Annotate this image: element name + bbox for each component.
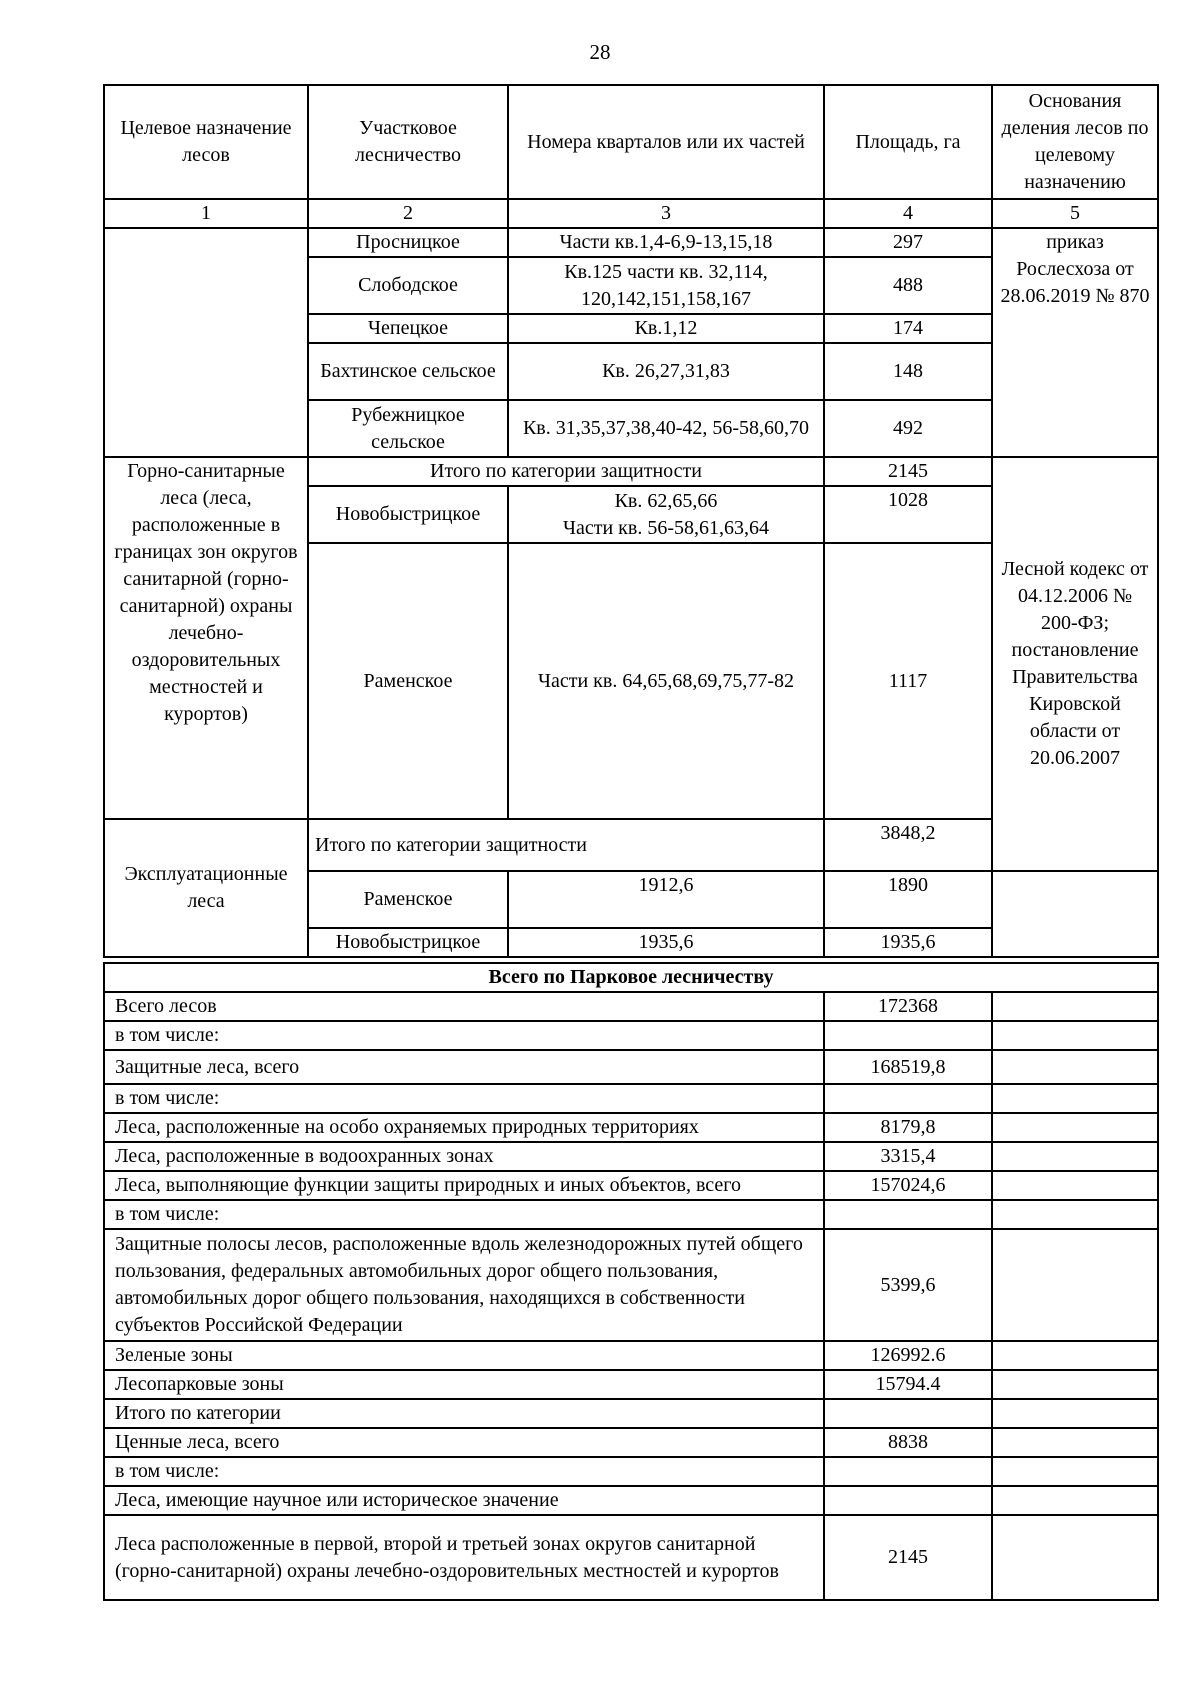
summary-label: Всего лесов <box>104 992 824 1021</box>
header-purpose: Целевое назначение лесов <box>104 85 308 199</box>
quarters-line: Части кв. 56-58,61,63,64 <box>562 516 769 539</box>
category-total-label: Итого по категории защитности <box>308 457 824 486</box>
column-numbers-row <box>104 199 1158 228</box>
district-cell: Раменское <box>308 543 508 819</box>
summary-empty <box>992 1050 1158 1084</box>
area-cell: 174 <box>824 314 992 343</box>
header-basis: Основания деления лесов по целевому назначению <box>992 85 1158 199</box>
summary-row <box>104 1021 1158 1050</box>
summary-title: Всего по Парковое лесничеству <box>104 963 1158 992</box>
summary-empty <box>992 1341 1158 1370</box>
summary-value: 168519,8 <box>824 1050 992 1084</box>
summary-empty <box>992 1171 1158 1200</box>
summary-label: Лесопарковые зоны <box>104 1370 824 1399</box>
summary-label: Итого по категории <box>104 1399 824 1428</box>
summary-empty <box>992 1370 1158 1399</box>
header-district: Участковое лесничество <box>308 85 508 199</box>
quarters-cell: 1935,6 <box>508 928 824 957</box>
summary-value <box>824 1200 992 1229</box>
quarters-cell: Части кв.1,4-6,9-13,15,18 <box>508 228 824 257</box>
summary-label: Леса, расположенные в водоохранных зонах <box>104 1142 824 1171</box>
column-number: 1 <box>104 199 308 228</box>
summary-value: 3315,4 <box>824 1142 992 1171</box>
summary-row <box>104 1171 1158 1200</box>
basis-cell: приказ Рослесхоза от 28.06.2019 № 870 <box>992 228 1158 457</box>
quarters-cell: Кв. 26,27,31,83 <box>508 343 824 400</box>
summary-empty <box>992 1021 1158 1050</box>
summary-row <box>104 1142 1158 1171</box>
summary-row <box>104 1399 1158 1428</box>
summary-value: 8179,8 <box>824 1113 992 1142</box>
area-cell: 1028 <box>824 486 992 543</box>
summary-label: Леса, выполняющие функции защиты природных и иных объектов, всего <box>104 1171 824 1200</box>
summary-empty <box>992 1200 1158 1229</box>
summary-label: Зеленые зоны <box>104 1341 824 1370</box>
forest-table <box>103 84 1159 958</box>
summary-label: Защитные леса, всего <box>104 1050 824 1084</box>
quarters-line: Кв. 62,65,66 <box>614 489 718 512</box>
category-gorno: Горно-санитарные леса (леса, расположенные в границах зон округов санитарной (горно-санитарной) охраны лечебно-оздоровительных местностей и курортов) <box>104 457 308 819</box>
summary-row <box>104 1370 1158 1399</box>
area-cell: 1890 <box>824 871 992 928</box>
area-cell: 148 <box>824 343 992 400</box>
summary-table <box>103 962 1159 1601</box>
summary-row <box>104 1428 1158 1457</box>
column-number: 3 <box>508 199 824 228</box>
quarters-cell: Кв.1,12 <box>508 314 824 343</box>
table-row <box>104 457 1158 486</box>
quarters-cell: Части кв. 64,65,68,69,75,77-82 <box>508 543 824 819</box>
summary-value <box>824 1486 992 1515</box>
district-cell: Слободское <box>308 257 508 314</box>
district-cell: Бахтинское сельское <box>308 343 508 400</box>
column-number: 5 <box>992 199 1158 228</box>
summary-label: Защитные полосы лесов, расположенные вдоль железнодорожных путей общего пользования, федеральных автомобильных дорог общего пользования, автомобильных дорог общего пользования, находящихся в собственности субъектов Российской Федерации <box>104 1229 824 1341</box>
quarters-cell: Кв.125 части кв. 32,114, 120,142,151,158,167 <box>508 257 824 314</box>
summary-empty <box>992 992 1158 1021</box>
summary-empty <box>992 1457 1158 1486</box>
summary-value: 126992.6 <box>824 1341 992 1370</box>
district-cell: Чепецкое <box>308 314 508 343</box>
area-cell: 297 <box>824 228 992 257</box>
summary-label: Леса, имеющие научное или историческое значение <box>104 1486 824 1515</box>
basis-cell-gorno: Лесной кодекс от 04.12.2006 № 200-ФЗ; постановление Правительства Кировской области от 20.06.2007 <box>992 457 1158 871</box>
summary-row <box>104 1050 1158 1084</box>
summary-empty <box>992 1113 1158 1142</box>
summary-label: в том числе: <box>104 1084 824 1113</box>
summary-label: Ценные леса, всего <box>104 1428 824 1457</box>
header-area: Площадь, га <box>824 85 992 199</box>
area-cell: 488 <box>824 257 992 314</box>
summary-value: 5399,6 <box>824 1229 992 1341</box>
summary-row <box>104 1515 1158 1600</box>
column-number: 2 <box>308 199 508 228</box>
basis-cell-empty <box>992 871 1158 957</box>
area-cell: 1935,6 <box>824 928 992 957</box>
summary-label: Леса, расположенные на особо охраняемых природных территориях <box>104 1113 824 1142</box>
summary-title-row <box>104 963 1158 992</box>
quarters-cell: 1912,6 <box>508 871 824 928</box>
summary-empty <box>992 1486 1158 1515</box>
district-cell: Просницкое <box>308 228 508 257</box>
summary-empty <box>992 1084 1158 1113</box>
district-cell: Рубежницкое сельское <box>308 400 508 457</box>
district-cell: Новобыстрицкое <box>308 928 508 957</box>
summary-label: в том числе: <box>104 1457 824 1486</box>
quarters-cell: Кв. 31,35,37,38,40-42, 56-58,60,70 <box>508 400 824 457</box>
area-cell: 492 <box>824 400 992 457</box>
column-number: 4 <box>824 199 992 228</box>
summary-row <box>104 1200 1158 1229</box>
summary-label: в том числе: <box>104 1021 824 1050</box>
page-number: 28 <box>589 40 611 64</box>
summary-row <box>104 1084 1158 1113</box>
summary-row <box>104 1341 1158 1370</box>
summary-value <box>824 1084 992 1113</box>
summary-empty <box>992 1428 1158 1457</box>
summary-value: 157024,6 <box>824 1171 992 1200</box>
category-total-label: Итого по категории защитности <box>308 819 824 871</box>
quarters-cell <box>508 486 824 543</box>
summary-row <box>104 992 1158 1021</box>
summary-row <box>104 1457 1158 1486</box>
category-total-area: 2145 <box>824 457 992 486</box>
header-row <box>104 85 1158 199</box>
area-cell: 1117 <box>824 543 992 819</box>
category-total-area: 3848,2 <box>824 819 992 871</box>
summary-value <box>824 1399 992 1428</box>
summary-label: в том числе: <box>104 1200 824 1229</box>
summary-value: 8838 <box>824 1428 992 1457</box>
summary-row <box>104 1486 1158 1515</box>
category-expl: Эксплуатационные леса <box>104 819 308 957</box>
summary-empty <box>992 1515 1158 1600</box>
summary-value: 2145 <box>824 1515 992 1600</box>
table-row <box>104 228 1158 257</box>
summary-value: 15794.4 <box>824 1370 992 1399</box>
header-quarters: Номера кварталов или их частей <box>508 85 824 199</box>
district-cell: Раменское <box>308 871 508 928</box>
summary-row <box>104 1229 1158 1341</box>
summary-empty <box>992 1142 1158 1171</box>
purpose-cell-empty <box>104 228 308 457</box>
summary-row <box>104 1113 1158 1142</box>
summary-label: Леса расположенные в первой, второй и третьей зонах округов санитарной (горно-санитарной) охраны лечебно-оздоровительных местностей и курортов <box>104 1515 824 1600</box>
summary-empty <box>992 1229 1158 1341</box>
summary-empty <box>992 1399 1158 1428</box>
district-cell: Новобыстрицкое <box>308 486 508 543</box>
summary-value <box>824 1021 992 1050</box>
summary-value <box>824 1457 992 1486</box>
summary-value: 172368 <box>824 992 992 1021</box>
